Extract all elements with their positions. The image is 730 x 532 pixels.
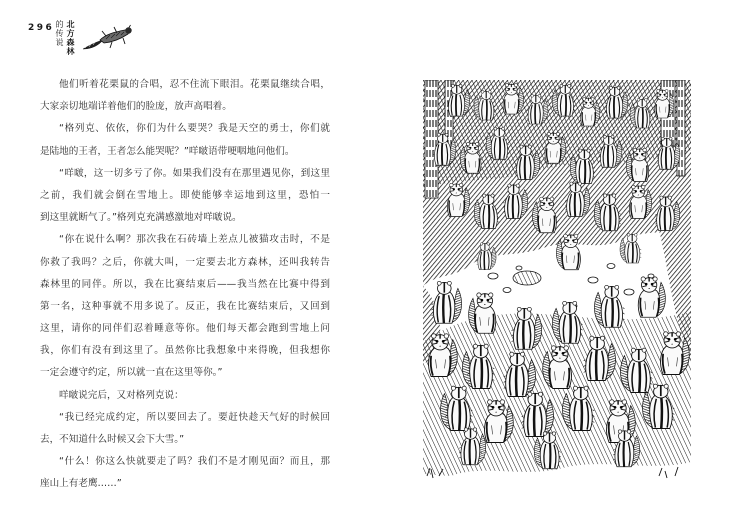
text-line: 森林里的同伴。所以，我在比赛结束后——我当然在比赛中得到: [40, 278, 330, 290]
chipmunk-front-figure: [485, 400, 514, 443]
page-number: 296: [28, 23, 55, 33]
text-line: 是陆地的王者，王者怎么能哭呢？”咩啵语带哽咽地问他们。: [40, 145, 295, 157]
chipmunk-front-figure: [556, 234, 580, 270]
chipmunk-front-figure: [469, 293, 496, 333]
paragraph: [40, 163, 330, 230]
text-line: 座山上有老鹰……”: [40, 478, 122, 490]
paragraph: [40, 385, 330, 407]
chipmunk-front-figure: [629, 185, 651, 218]
text-line: 他们听着花栗鼠的合唱，忍不住流下眼泪。花栗鼠继续合唱，: [59, 79, 330, 90]
chipmunk-front-figure: [655, 90, 674, 119]
text-line: 你救了我吗？之后，你就大叫，一定要去北方森林，还叫我转告: [40, 256, 330, 268]
chipmunk-gathering-illustration: [423, 80, 691, 480]
text-line: “我已经完成约定，所以要回去了。要赶快趁天气好的时候回: [59, 411, 330, 423]
text-line: 去，不知道什么时候又会下大雪。”: [40, 434, 185, 445]
running-head-title-sub: 的传说: [55, 20, 64, 47]
chipmunk-back-figure: [552, 301, 582, 343]
running-head-title-main: 北方森林: [66, 20, 75, 56]
chipmunk-front-figure: [545, 132, 566, 163]
text-line: 到这里就断气了。”格列克充满感激地对咩啵说。: [40, 212, 242, 224]
right-page: [365, 0, 730, 532]
chipmunk-back-figure: [594, 285, 624, 327]
chipmunk-front-figure: [447, 183, 469, 216]
text-line: “你在说什么啊？那次我在石砖墙上差点儿被猫攻击时，不是: [59, 234, 330, 246]
chipmunk-front-figure: [503, 84, 524, 115]
chipmunk-front-figure: [638, 277, 665, 317]
text-line: 之前，我们就会倒在雪地上。即使能够幸运地到这里，恐怕一: [40, 189, 330, 201]
text-line: “什么！你这么快就要走了吗？我们不是才刚见面？而且，那: [59, 456, 330, 468]
text-line: “咩啵，这一切多亏了你。如果我们没有在那里遇见你，到这里: [59, 167, 330, 179]
text-line: 我，你们有没有到这里了。虽然你比我想象中来得晚，但我想你: [40, 345, 330, 357]
chipmunk-front-figure: [429, 334, 458, 377]
paragraph: [40, 451, 330, 495]
chipmunk-back-figure: [432, 281, 462, 323]
chipmunk-front-figure: [532, 197, 556, 233]
paragraph: [40, 118, 330, 162]
chipmunk-front-figure: [460, 142, 481, 173]
text-line: 大家亲切地端详着他们的脸庞，放声高唱着。: [40, 101, 232, 113]
flying-squirrel-illustration: [82, 24, 134, 54]
chipmunk-front-figure: [661, 332, 690, 375]
text-line: 第一名，这种事就不用多说了。反正，我在比赛结束后，又回到: [40, 300, 330, 312]
text-line: 一定会遵守约定，所以就一直在这里等你。”: [40, 367, 223, 379]
text-line: 这里，请你的同伴们忍着睡意等你。他们每天都会跑到雪地上问: [40, 323, 330, 335]
body-text: [40, 74, 330, 496]
chipmunk-front-figure: [581, 98, 600, 127]
chipmunk-front-figure: [543, 346, 572, 389]
paragraph: [40, 407, 330, 451]
clearing-pebbles: [479, 264, 654, 309]
text-line: 咩啵说完后，又对格列克说：: [59, 389, 184, 401]
paragraph: [40, 74, 330, 118]
chipmunk-back-figure: [512, 307, 542, 349]
chipmunk-front-figure: [626, 148, 648, 181]
running-head-title: [54, 20, 76, 56]
text-line: “格列克、依依，你们为什么要哭？我是天空的勇士，你们就: [59, 123, 330, 135]
paragraph: [40, 229, 330, 384]
